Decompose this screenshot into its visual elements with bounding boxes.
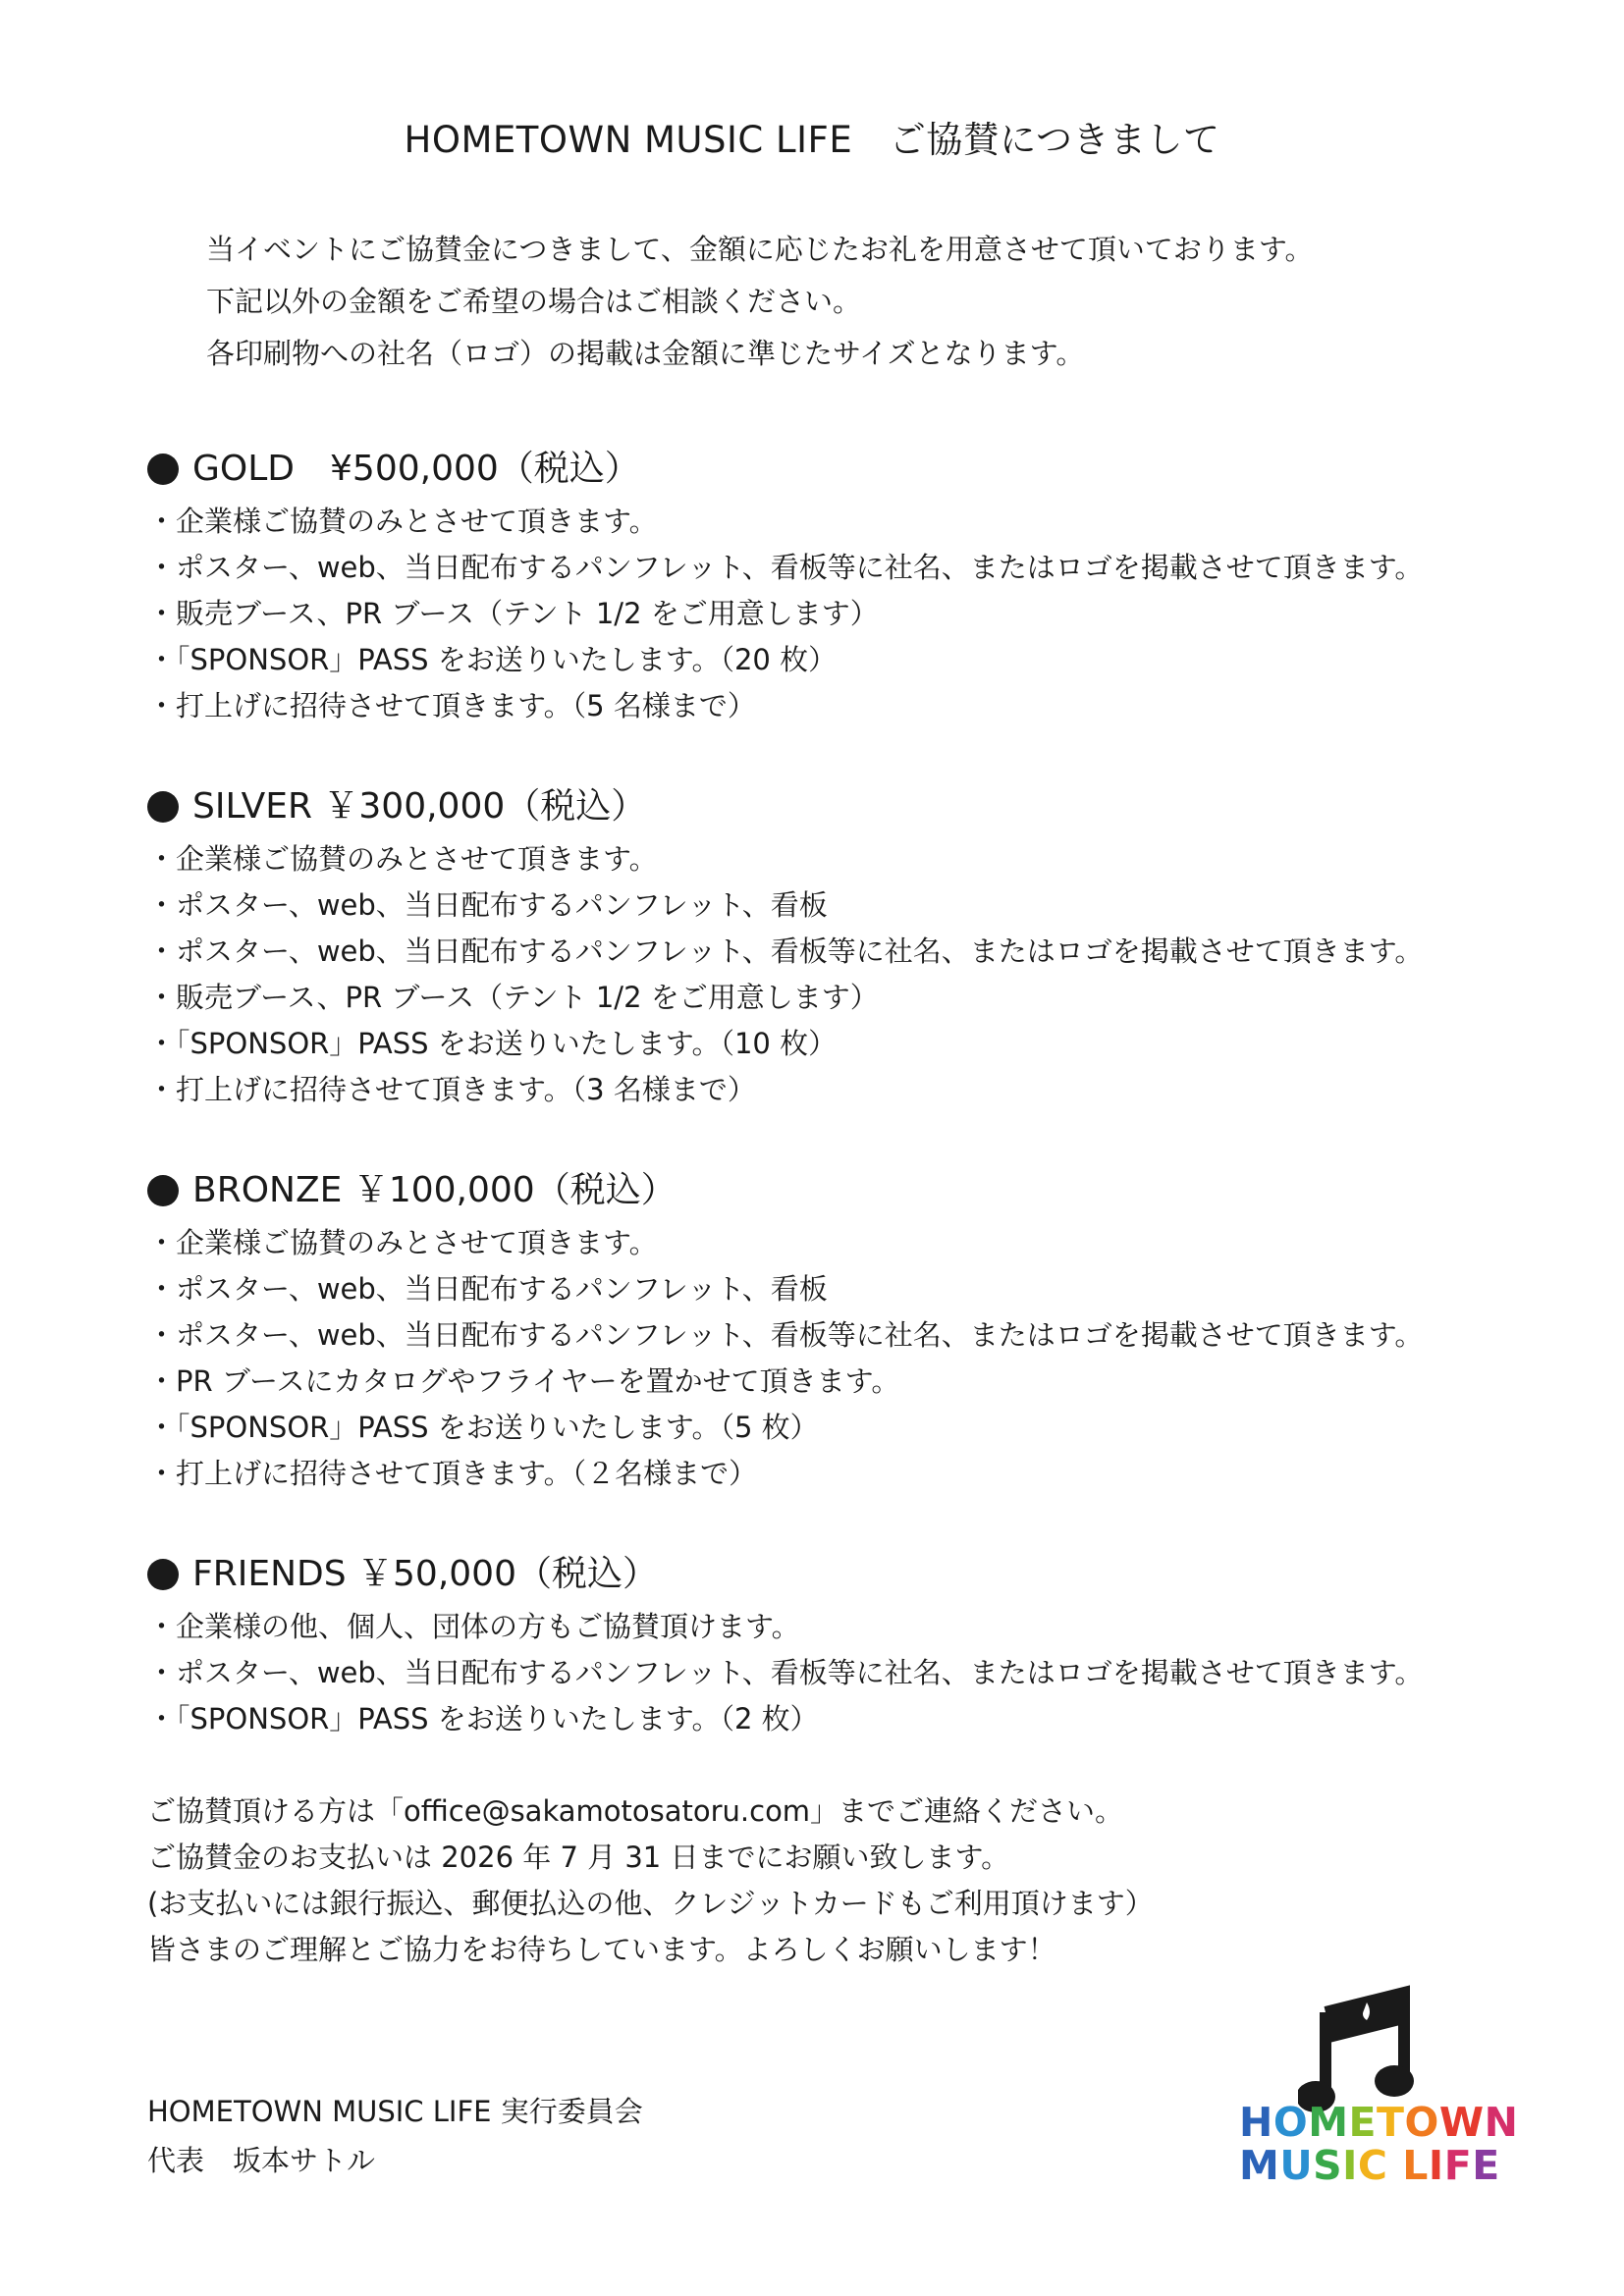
benefit-item: ・打上げに招待させて頂きます。（3 名様まで）: [147, 1073, 756, 1106]
benefit-item: ・「SPONSOR」PASS をお送りいたします。（2 枚）: [147, 1702, 819, 1735]
tier-friends: [147, 1545, 1423, 1742]
intro-line: 下記以外の金額をご希望の場合はご相談ください。: [206, 285, 862, 318]
logo-letter: F: [1443, 2142, 1473, 2189]
contact-line: ご協賛金のお支払いは 2026 年 7 月 31 日までにお願い致します。: [147, 1841, 1010, 1874]
benefit-item: ・「SPONSOR」PASS をお送りいたします。（20 枚）: [147, 643, 838, 676]
logo-letter: I: [1342, 2142, 1358, 2189]
benefit-item: ・打上げに招待させて頂きます。（２名様まで）: [147, 1457, 758, 1490]
benefit-item: ・企業様ご協賛のみとさせて頂きます。: [147, 1226, 658, 1259]
contact-line: (お支払いには銀行振込、郵便払込の他、クレジットカードもご利用頂けます）: [147, 1887, 1154, 1920]
logo-space: [1388, 2142, 1403, 2189]
logo-letter: U: [1279, 2142, 1314, 2189]
logo-letter: E: [1472, 2142, 1500, 2189]
intro-text: [206, 224, 1314, 380]
tier-benefits: [147, 1604, 1423, 1742]
tier-silver: [147, 777, 1423, 1113]
logo-letter: E: [1348, 2099, 1378, 2146]
hometown-music-life-logo: [1239, 1973, 1519, 2199]
logo-letter: H: [1239, 2099, 1273, 2146]
benefit-item: ・企業様ご協賛のみとさせて頂きます。: [147, 505, 658, 538]
tier-heading: BRONZE ￥100,000（税込）: [192, 1170, 677, 1210]
tier-heading: FRIENDS ￥50,000（税込）: [192, 1554, 658, 1594]
tier-benefits: [147, 836, 1423, 1113]
committee-name: HOMETOWN MUSIC LIFE 実行委員会: [147, 2095, 643, 2128]
benefit-item: ・ポスター、web、当日配布するパンフレット、看板等に社名、またはロゴを掲載させて頂きます。: [147, 551, 1424, 584]
logo-letter: T: [1377, 2099, 1405, 2146]
benefit-item: ・ポスター、web、当日配布するパンフレット、看板: [147, 1272, 828, 1306]
logo-letter: I: [1428, 2142, 1444, 2189]
benefit-item: ・販売ブース、PR ブース（テント 1/2 をご用意します）: [147, 597, 879, 630]
representative-name: 代表 坂本サトル: [147, 2144, 376, 2177]
benefit-item: ・ポスター、web、当日配布するパンフレット、看板等に社名、またはロゴを掲載させて頂きます。: [147, 1318, 1424, 1352]
logo-line-2: [1239, 2142, 1500, 2189]
benefit-item: ・「SPONSOR」PASS をお送りいたします。（10 枚）: [147, 1027, 838, 1060]
benefit-item: ・企業様の他、個人、団体の方もご協賛頂けます。: [147, 1610, 800, 1643]
intro-line: 各印刷物への社名（ロゴ）の掲載は金額に準じたサイズとなります。: [206, 337, 1085, 370]
bullet-dot-icon: [147, 1559, 179, 1590]
logo-letter: M: [1308, 2099, 1349, 2146]
bullet-dot-icon: [147, 1175, 179, 1206]
bullet-dot-icon: [147, 791, 179, 823]
logo-letter: W: [1438, 2099, 1485, 2146]
benefit-item: ・販売ブース、PR ブース（テント 1/2 をご用意します）: [147, 981, 879, 1014]
tier-benefits: [147, 499, 1423, 729]
benefit-item: ・打上げに招待させて頂きます。（5 名様まで）: [147, 689, 756, 722]
logo-letter: M: [1239, 2142, 1280, 2189]
organizer: [147, 2087, 643, 2185]
benefit-item: ・PR ブースにカタログやフライヤーを置かせて頂きます。: [147, 1364, 900, 1398]
contact-line: ご協賛頂ける方は「office@sakamotosatoru.com」までご連絡ください。: [147, 1794, 1124, 1828]
benefit-item: ・ポスター、web、当日配布するパンフレット、看板等に社名、またはロゴを掲載させて頂きます。: [147, 1656, 1424, 1689]
logo-letter: O: [1404, 2099, 1439, 2146]
benefit-item: ・企業様ご協賛のみとさせて頂きます。: [147, 842, 658, 876]
logo-letter: S: [1313, 2142, 1343, 2189]
tier-benefits: [147, 1220, 1423, 1497]
logo-letter: C: [1357, 2142, 1388, 2189]
logo-letter: N: [1484, 2099, 1519, 2146]
page-title: HOMETOWN MUSIC LIFE ご協賛につきまして: [404, 119, 1220, 161]
contact-info: [147, 1789, 1154, 1973]
logo-letter: O: [1272, 2099, 1309, 2146]
tier-gold: [147, 440, 1423, 729]
logo-letter: L: [1402, 2142, 1429, 2189]
contact-line: 皆さまのご理解とご協力をお待ちしています。よろしくお願いします！: [147, 1933, 1056, 1966]
tier-bronze: [147, 1161, 1423, 1497]
logo-line-1: [1239, 2099, 1519, 2146]
tier-heading: GOLD ¥500,000（税込）: [192, 449, 640, 489]
benefit-item: ・「SPONSOR」PASS をお送りいたします。（5 枚）: [147, 1411, 819, 1444]
benefit-item: ・ポスター、web、当日配布するパンフレット、看板等に社名、またはロゴを掲載させて頂きます。: [147, 934, 1424, 968]
benefit-item: ・ポスター、web、当日配布するパンフレット、看板: [147, 888, 828, 922]
tier-heading: SILVER ￥300,000（税込）: [192, 786, 647, 827]
bullet-dot-icon: [147, 454, 179, 485]
intro-line: 当イベントにご協賛金につきまして、金額に応じたお礼を用意させて頂いております。: [206, 233, 1314, 266]
